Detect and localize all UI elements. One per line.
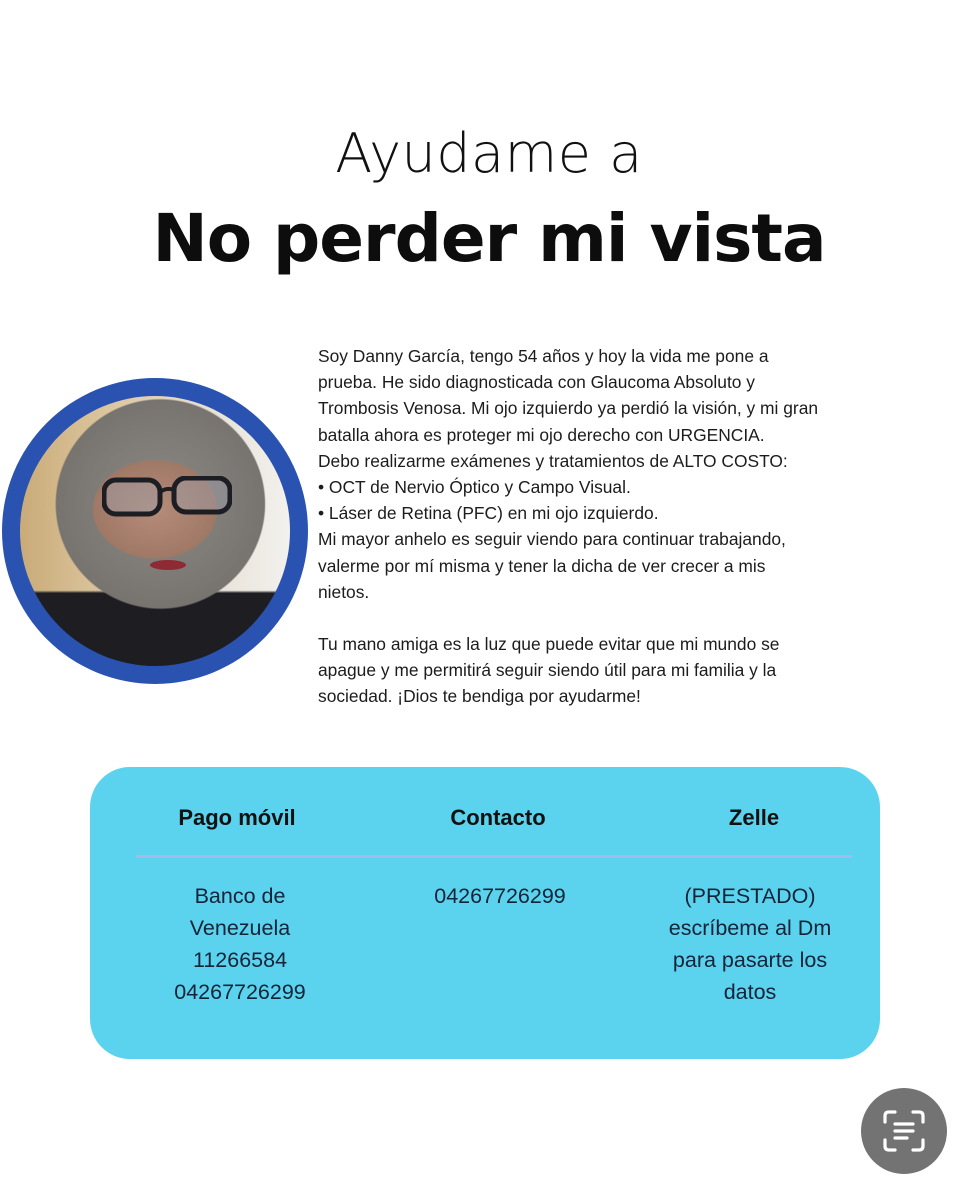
- zelle-note: datos: [723, 980, 777, 1004]
- story-line: Debo realizarme exámenes y tratamientos de ALTO COSTO:: [318, 450, 788, 471]
- lips-shape: [150, 560, 186, 570]
- pago-movil-header: Pago móvil: [178, 805, 296, 830]
- card-divider: [136, 855, 852, 858]
- glasses-shape: [102, 476, 232, 518]
- closing-line: Tu mano amiga es la luz que puede evitar que mi mundo se: [318, 634, 780, 655]
- id-number: 11266584: [192, 948, 288, 972]
- zelle-header: Zelle: [728, 805, 780, 830]
- story-line: Mi mayor anhelo es seguir viendo para continuar trabajando,: [318, 529, 786, 550]
- text-scan-icon: [879, 1106, 929, 1156]
- contact-phone: 04267726299: [434, 884, 566, 908]
- zelle-note: (PRESTADO): [684, 884, 816, 908]
- story-line: prueba. He sido diagnosticada con Glaucoma Absoluto y: [318, 372, 755, 393]
- zelle-details: [630, 880, 870, 1008]
- story-bullet: • OCT de Nervio Óptico y Campo Visual.: [318, 477, 631, 498]
- profile-photo: [20, 396, 290, 666]
- story-line: batalla ahora es proteger mi ojo derecho con URGENCIA.: [318, 424, 765, 445]
- contacto-header: Contacto: [450, 805, 546, 830]
- story-line: nietos.: [318, 581, 370, 602]
- bank-name-line: Banco de: [194, 884, 286, 908]
- payment-info-card: [90, 767, 880, 1059]
- closing-line: sociedad. ¡Dios te bendiga por ayudarme!: [318, 686, 641, 707]
- closing-line: apague y me permitirá seguir siendo útil para mi familia y la: [318, 660, 777, 681]
- paragraph-gap: [318, 605, 918, 631]
- heading-title: No perder mi vista: [152, 200, 826, 277]
- heading-line-1: Ayudame a: [335, 122, 643, 185]
- story-bullet: • Láser de Retina (PFC) en mi ojo izquierdo.: [318, 503, 659, 524]
- bank-name-line: Venezuela: [189, 916, 291, 940]
- story-line: valerme por mí misma y tener la dicha de ver crecer a mis: [318, 555, 766, 576]
- text-scan-button[interactable]: [861, 1088, 947, 1174]
- profile-photo-ring: [2, 378, 308, 684]
- zelle-note: escríbeme al Dm: [668, 916, 832, 940]
- story-line: Trombosis Venosa. Mi ojo izquierdo ya perdió la visión, y mi gran: [318, 398, 819, 419]
- contacto-details: [380, 880, 620, 912]
- story-text: [318, 343, 918, 710]
- zelle-note: para pasarte los: [672, 948, 828, 972]
- pago-movil-details: [120, 880, 360, 1008]
- story-line: Soy Danny García, tengo 54 años y hoy la vida me pone a: [318, 346, 769, 366]
- phone-number: 04267726299: [174, 980, 306, 1004]
